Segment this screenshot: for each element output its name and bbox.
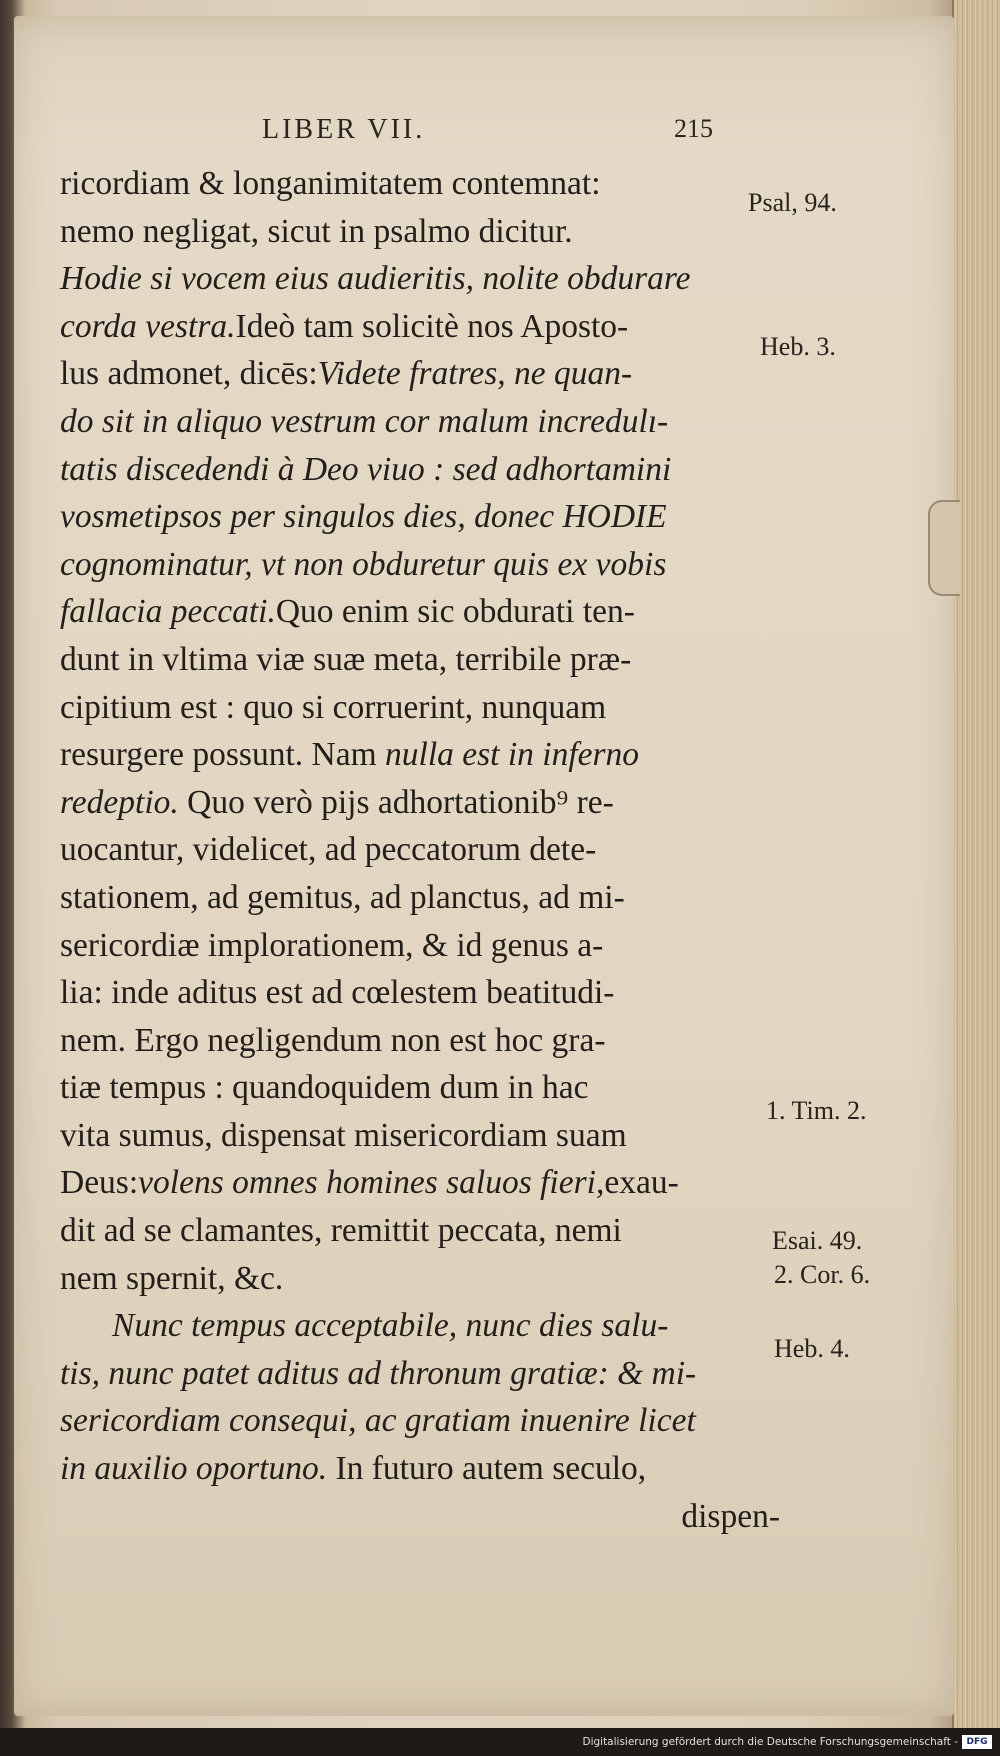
dfg-logo: DFG xyxy=(962,1735,992,1749)
text-run: Quo enim sic obdurati ten- xyxy=(275,593,635,631)
text-run: Ideò tam solicitè nos Aposto- xyxy=(235,307,629,345)
text-run: lia: inde aditus est ad cœlestem beatitudi- xyxy=(60,974,615,1012)
text-run: dunt in vltima viæ suæ meta, terribile præ- xyxy=(60,640,632,678)
margin-note: Heb. 4. xyxy=(774,1334,850,1363)
text-run: uocantur, videlicet, ad peccatorum dete- xyxy=(60,831,597,869)
page-edges xyxy=(952,0,1000,1728)
margin-notes xyxy=(14,16,954,1716)
text-run: nem spernit, &c. xyxy=(60,1259,284,1297)
margin-note: Esai. 49. xyxy=(772,1226,863,1255)
text-run: Quo verò pijs adhortationib⁹ re- xyxy=(178,783,614,821)
text-run: In futuro autem seculo, xyxy=(327,1450,647,1488)
text-run: vita sumus, dispensat misericordiam suam xyxy=(60,1116,627,1154)
text-run: lus admonet, dicēs: xyxy=(60,355,318,393)
page xyxy=(14,16,954,1716)
page-tab xyxy=(928,500,960,596)
text-run: tiæ tempus : quandoquidem dum in hac xyxy=(60,1069,589,1107)
margin-note: Heb. 3. xyxy=(760,332,836,361)
italic-text: volens omnes homines saluos fieri, xyxy=(138,1164,605,1202)
text-run: sericordiæ implorationem, & id genus a- xyxy=(60,926,604,964)
italic-text: in auxilio oportuno. xyxy=(60,1450,328,1488)
italic-text: nulla est in inferno xyxy=(385,736,640,774)
text-run: nemo negligat, sicut in psalmo dicitur. xyxy=(60,212,573,250)
text-run: ricordiam & longanimitatem contemnat: xyxy=(60,165,601,202)
italic-text: Nunc tempus acceptabile, nunc dies salu- xyxy=(112,1307,669,1345)
margin-note: 2. Cor. 6. xyxy=(774,1260,871,1289)
italic-text: vosmetipsos per singulos dies, donec HODIE xyxy=(60,498,667,536)
text-run: dit ad se clamantes, remittit peccata, nemi xyxy=(60,1212,622,1250)
italic-text: corda vestra. xyxy=(60,307,236,345)
running-title: LIBER VII. xyxy=(262,114,426,145)
page-number: 215 xyxy=(674,114,713,143)
text-run: dispen- xyxy=(681,1497,780,1535)
italic-text: Videte fratres, ne quan- xyxy=(317,355,633,393)
margin-note: 1. Tim. 2. xyxy=(766,1096,867,1125)
italic-text: fallacia peccati. xyxy=(60,593,276,631)
italic-text: do sit in aliquo vestrum cor malum incredulı- xyxy=(60,402,669,440)
text-run: exau- xyxy=(604,1164,679,1202)
italic-text: tatis discedendi à Deo viuo : sed adhortamini xyxy=(60,450,672,488)
text-run: cipitium est : quo si corruerint, nunquam xyxy=(60,688,607,726)
italic-text: redeptio. xyxy=(60,783,179,821)
italic-text: Hodie si vocem eius audieritis, nolite obdurare xyxy=(60,260,691,298)
italic-text: cognominatur, vt non obduretur quis ex vobis xyxy=(60,545,667,583)
margin-note: Psal, 94. xyxy=(748,188,837,217)
credit-text: Digitalisierung gefördert durch die Deutsche Forschungsgemeinschaft - xyxy=(582,1736,958,1748)
italic-text: sericordiam consequi, ac gratiam inuenire licet xyxy=(60,1402,696,1440)
italic-text: tis, nunc patet aditus ad thronum gratiæ: & mi- xyxy=(60,1354,697,1392)
text-run: stationem, ad gemitus, ad planctus, ad mi- xyxy=(60,878,625,916)
text-run: nem. Ergo negligendum non est hoc gra- xyxy=(60,1021,606,1059)
text-run: resurgere possunt. Nam xyxy=(60,736,386,774)
text-run: Deus: xyxy=(60,1164,139,1202)
